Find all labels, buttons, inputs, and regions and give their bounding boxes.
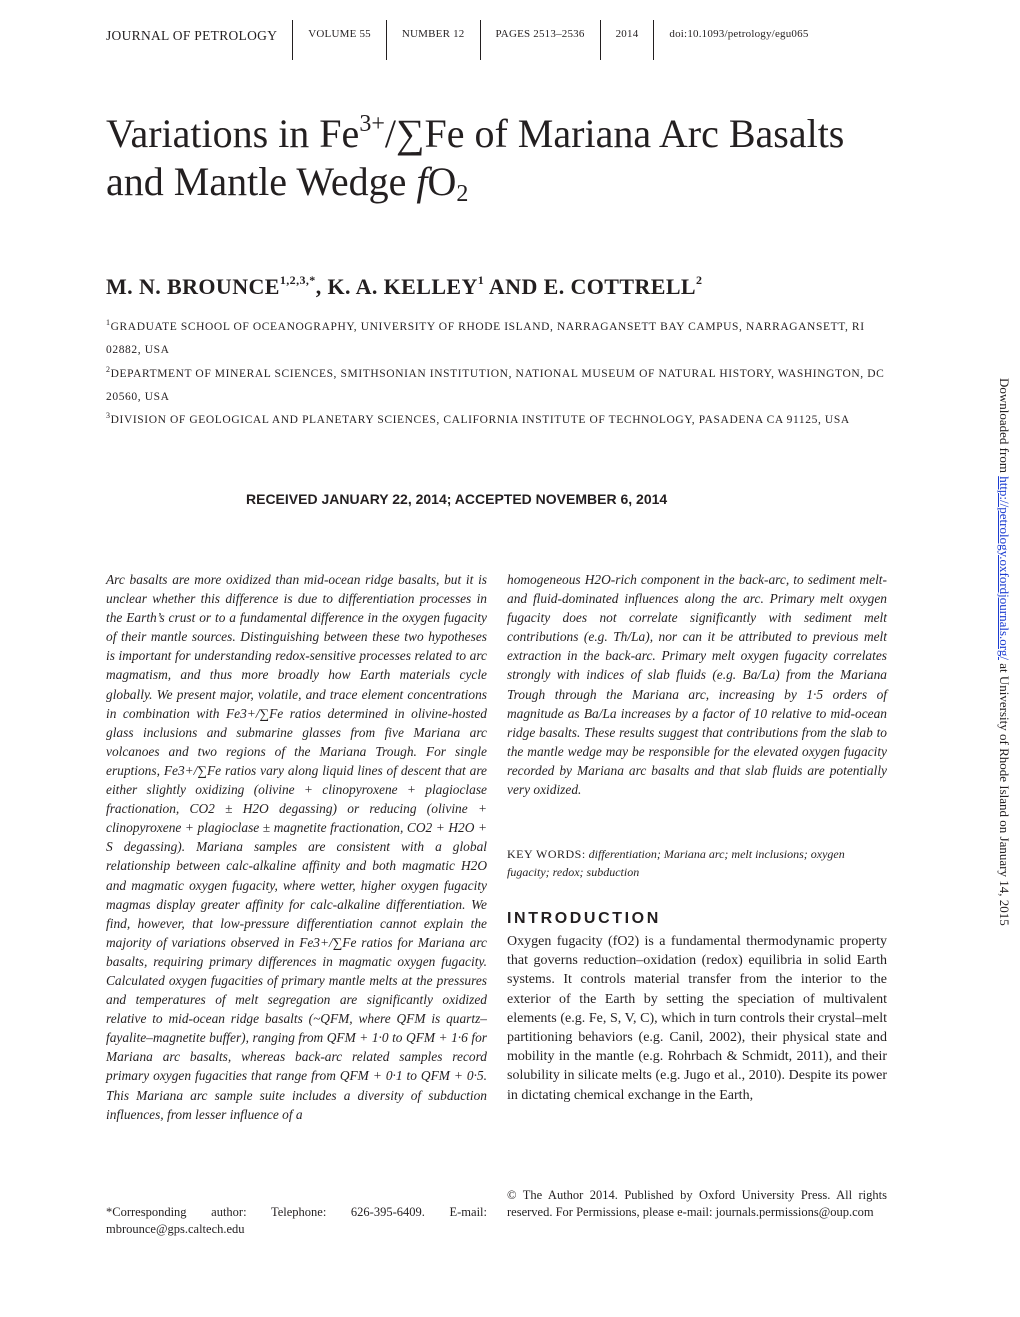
introduction-text: Oxygen fugacity (fO2) is a fundamental thermodynamic property that governs reduction–oxidation (redox) equilibria in solid Earth systems. It controls material transfer from the interior to the exterior of the Earth by setting the speciation of multivalent elements (e.g. Fe, S, V, C), which in turn controls their crystal–melt partitioning behaviors (e.g. Canil, 2002), their physical state and mobility in the mantle (e.g. Rohrbach & Schmidt, 2011), and their solubility in silicate melts (e.g. Jugo et al., 2010). Despite its power in dictating chemical exchange in the Earth, — [507, 934, 887, 1103]
issue-number: NUMBER 12 — [401, 28, 465, 40]
keywords: KEY WORDS: differentiation; Mariana arc; melt inclusions; oxygen fugacity; redox; subduction — [507, 847, 845, 879]
abstract-right-column: homogeneous H2O-rich component in the back-arc, to sediment melt- and fluid-dominated influences along the arc. Primary melt oxygen fugacity does not correlate significantly with sediment melt contributions (e.g. Th/La), nor can it be attributed to previous melt extraction in the back-arc. Primary melt oxygen fugacity correlates strongly with indices of slab fluids (e.g. Ba/La) from the Mariana Trough through the Mariana arc, increasing by 1·5 orders of magnitude as Ba/La increases by a factor of 10 relative to mid-ocean ridge basalts. These results suggest that contributions from the slab to the mantle wedge may be responsible for the elevated oxygen fugacity recorded by Mariana arc basalts and that slab fluids are potentially very oxidized. — [507, 572, 887, 798]
copyright-notice: © The Author 2014. Published by Oxford University Press. All rights reserved. For Permissions, please e-mail: journals.permissions@oup.com — [507, 1188, 887, 1219]
header-divider — [600, 20, 601, 60]
header-divider — [386, 20, 387, 60]
running-header — [106, 26, 809, 56]
journal-link[interactable]: http://petrology.oxfordjournals.org/ — [997, 476, 1012, 660]
paper-title: Variations in $Fe^{3+}/\sum Fe$ of Mariana Arc Basalts and Mantle Wedge $fO_2$ — [106, 111, 845, 207]
volume: VOLUME 55 — [308, 28, 371, 40]
doi: doi:10.1093/petrology/egu065 — [669, 28, 809, 40]
affiliation-2: $^2$DEPARTMENT OF MINERAL SCIENCES, SMITHSONIAN INSTITUTION, NATIONAL MUSEUM OF NATURAL HISTORY, WASHINGTON, DC 20560, USA — [106, 364, 885, 403]
corresponding-author-footnote: *Corresponding author: Telephone: 626-395-6409. E-mail: mbrounce@gps.caltech.edu — [106, 1205, 487, 1236]
affiliations — [106, 316, 886, 432]
journal-name: JOURNAL OF PETROLOGY — [106, 28, 278, 43]
pages: PAGES 2513–2536 — [495, 28, 585, 40]
download-watermark: Downloaded from http://petrology.oxfordjournals.org/ at University of Rhode Island on January 14, 2015 — [997, 378, 1012, 926]
year: 2014 — [615, 28, 639, 40]
section-heading-introduction: INTRODUCTION — [507, 910, 661, 927]
affiliation-3: $^3$DIVISION OF GEOLOGICAL AND PLANETARY SCIENCES, CALIFORNIA INSTITUTE OF TECHNOLOGY, PASADENA CA 91125, USA — [106, 411, 850, 427]
header-divider — [653, 20, 654, 60]
author-list: M. N. $BROUNCE^{1,2,3,*}$, K. A. KELLEY$^1$ AND E. COTTRELL$^2$ — [106, 273, 703, 299]
affiliation-1: $^1$GRADUATE SCHOOL OF OCEANOGRAPHY, UNIVERSITY OF RHODE ISLAND, NARRAGANSETT BAY CAMPUS, NARRAGANSETT, RI 02882, USA — [106, 318, 865, 357]
header-divider — [292, 20, 293, 60]
abstract-left-column: Arc basalts are more oxidized than mid-ocean ridge basalts, but it is unclear whether this difference is due to differentiation processes in the Earth’s crust or to a fundamental difference in the oxygen fugacity of their mantle sources. Distinguishing between these two hypotheses is important for understanding redox-sensitive processes related to arc magmatism, and thus more broadly how Earth materials cycle globally. We present major, volatile, and trace element concentrations in combination with Fe3+/∑Fe ratios determined in olivine-hosted glass inclusions and submarine glasses from five Mariana arc volcanoes and two regions of the Mariana Trough. For single eruptions, Fe3+/∑Fe ratios vary along liquid lines of descent that are either slightly oxidizing (olivine + clinopyroxene + plagioclase fractionation, CO2 ± H2O degassing) or reducing (olivine + clinopyroxene + plagioclase ± magnetite fractionation, CO2 + H2O + S degassing). Mariana samples are consistent with a global relationship between calc-alkaline affinity and both magmatic H2O and magmatic oxygen fugacity, where wetter, higher oxygen fugacity magmas display greater affinity for calc-alkaline differentiation. We find, however, that low-pressure differentiation cannot explain the majority of variations observed in Fe3+/∑Fe ratios for Mariana arc basalts, requiring primary differences in magmatic oxygen fugacity. Calculated oxygen fugacities of primary mantle melts at the pressures and temperatures of melt segregation are significantly oxidized relative to mid-ocean ridge basalts (~QFM, where QFM is quartz–fayalite–magnetite buffer), ranging from QFM + 1·0 to QFM + 1·6 for Mariana arc basalts, whereas back-arc related samples record primary oxygen fugacities that range from QFM + 0·1 to QFM + 0·5. This Mariana arc sample suite includes a diversity of subduction influences, from lesser influence of a — [106, 572, 487, 1122]
header-divider — [480, 20, 481, 60]
